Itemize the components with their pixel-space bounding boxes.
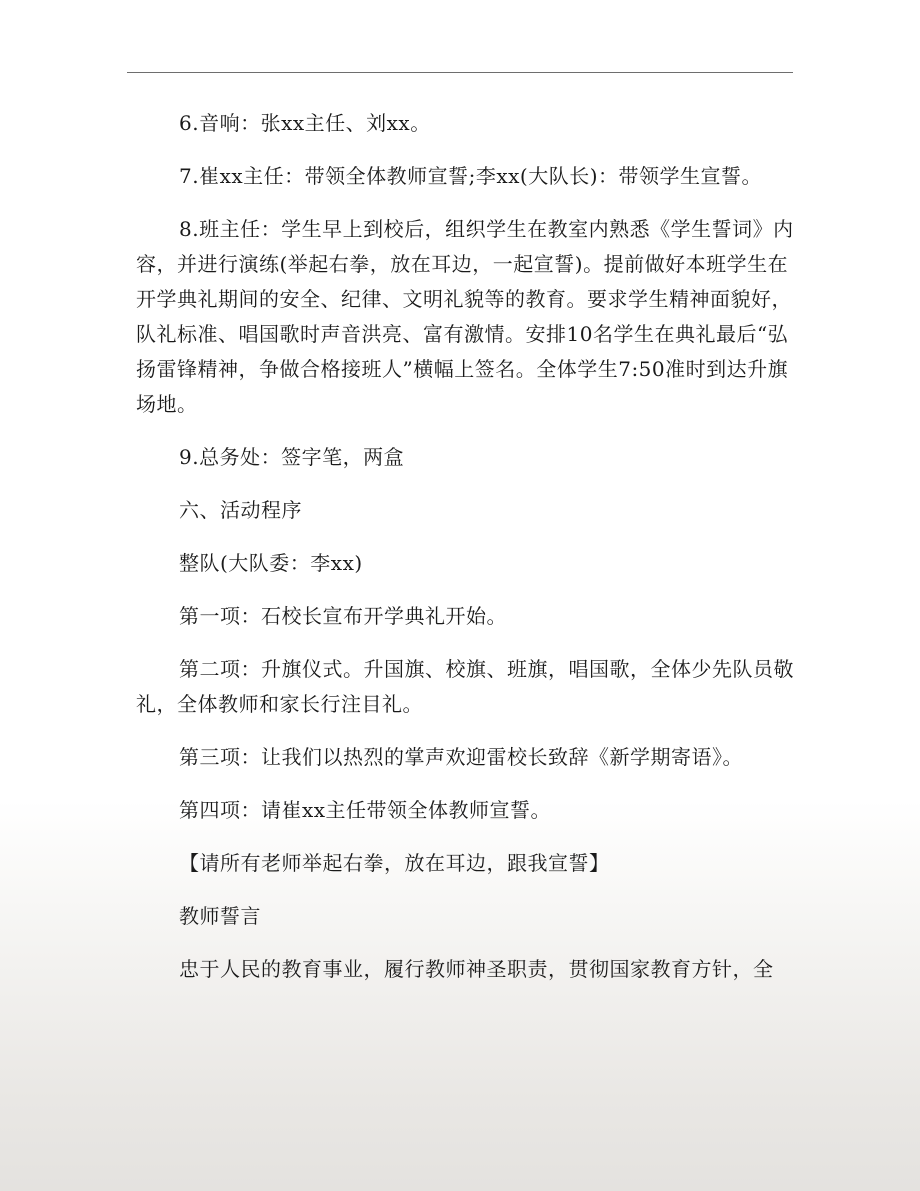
paragraph-item-3: 第三项：让我们以热烈的掌声欢迎雷校长致辞《新学期寄语》。 xyxy=(179,745,743,769)
paragraph-item-1: 第一项：石校长宣布开学典礼开始。 xyxy=(179,604,507,628)
paragraph-class-teacher: 8.班主任：学生早上到校后，组织学生在教室内熟悉《学生誓词》内容，并进行演练(举起右拳，放在耳边，一起宣誓)。提前做好本班学生在开学典礼期间的安全、纪律、文明礼貌等的教育。要求学生精神面貌好，队礼标准、唱国歌时声音洪亮、富有激情。安排10名学生在典礼最后“弘扬雷锋精神，争做合格接班人”横幅上签名。全体学生7:50准时到达升旗场地。 xyxy=(136,217,794,416)
paragraph-assembly: 整队(大队委：李xx) xyxy=(179,551,363,575)
paragraph-item-4: 第四项：请崔xx主任带领全体教师宣誓。 xyxy=(179,798,552,822)
paragraph-oath-instruction: 【请所有老师举起右拳，放在耳边，跟我宣誓】 xyxy=(179,851,610,875)
paragraph-item-2: 第二项：升旗仪式。升国旗、校旗、班旗，唱国歌，全体少先队员敬礼，全体教师和家长行注目礼。 xyxy=(136,657,794,716)
document-body xyxy=(136,106,796,987)
paragraph-audio: 6.音响：张xx主任、刘xx。 xyxy=(179,111,431,135)
header-rule xyxy=(127,72,793,73)
paragraph-teacher-oath-title: 教师誓言 xyxy=(179,904,261,928)
paragraph-teacher-oath-text: 忠于人民的教育事业，履行教师神圣职责，贯彻国家教育方针，全 xyxy=(179,957,774,981)
paragraph-oath-leaders: 7.崔xx主任：带领全体教师宣誓;李xx(大队长)：带领学生宣誓。 xyxy=(179,164,763,188)
paragraph-general-affairs: 9.总务处：签字笔，两盒 xyxy=(179,445,405,469)
section-heading-procedure: 六、活动程序 xyxy=(179,498,302,522)
